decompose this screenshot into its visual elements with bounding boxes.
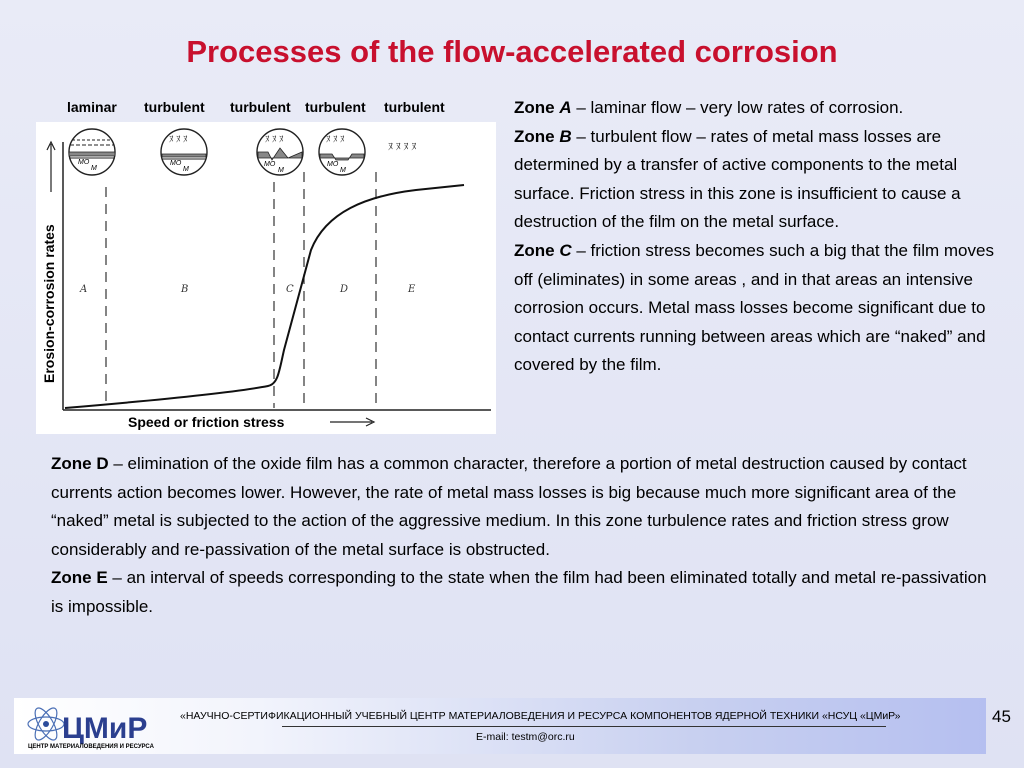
zones-de-description bbox=[51, 450, 1001, 622]
flow-labels bbox=[0, 99, 500, 119]
diagram-svg bbox=[36, 122, 496, 434]
circle-turbulent-c bbox=[257, 129, 303, 175]
slide-title: Processes of the flow-accelerated corrosion bbox=[186, 34, 838, 69]
m-label-a: M bbox=[91, 165, 97, 172]
zone-letter-d: D bbox=[340, 284, 349, 295]
zones-abc-description bbox=[514, 94, 1000, 380]
zone-letter-a: A bbox=[80, 284, 88, 295]
logo-text: ЦМиР bbox=[62, 712, 148, 745]
zone-b-paragraph: Zone B – turbulent flow – rates of metal mass losses are determined by a transfer of active components to the metal surface. Friction stress in this zone is insufficient to cause a destruction of the film on the metal surface. bbox=[514, 126, 961, 232]
zone-d-paragraph: Zone D – elimination of the oxide film has a common character, therefore a portion of metal destruction caused by contact currents action becomes lower. However, the rate of metal mass losses is big because much more significant area of the “naked” metal is subjected to the action of the aggressive medium. In this zone turbulence rates and friction stress grow considerably and re-passivation of the metal surface is obstructed. bbox=[51, 454, 967, 559]
footer-banner bbox=[14, 698, 986, 754]
flow-label-turbulent-e: turbulent bbox=[384, 99, 445, 115]
zone-e-paragraph: Zone E – an interval of speeds corresponding to the state when the film had been eliminated totally and metal re-passivation is impossible. bbox=[51, 568, 987, 616]
zone-letter-c: C bbox=[286, 284, 294, 295]
zone-a-paragraph: Zone A – laminar flow – very low rates of corrosion. bbox=[514, 98, 904, 117]
zone-dividers bbox=[106, 172, 376, 408]
y-axis-label: Erosion-corrosion rates bbox=[41, 224, 57, 383]
x-axis-label: Speed or friction stress bbox=[128, 414, 285, 430]
mo-label-c: MO bbox=[264, 161, 276, 168]
footer-divider bbox=[282, 726, 886, 727]
footer-email[interactable]: E-mail: testm@orc.ru bbox=[476, 731, 575, 743]
page-number: 45 bbox=[992, 707, 1011, 726]
zone-letter-e: E bbox=[408, 284, 416, 295]
m-label-d: M bbox=[340, 167, 346, 174]
m-label-b: M bbox=[183, 166, 189, 173]
svg-text:ﾇ ﾇ ﾇ: ﾇ ﾇ ﾇ bbox=[265, 134, 284, 144]
m-label-c: M bbox=[278, 167, 284, 174]
logo-subtitle: ЦЕНТР МАТЕРИАЛОВЕДЕНИЯ И РЕСУРСА bbox=[28, 744, 154, 750]
flow-label-laminar: laminar bbox=[67, 99, 117, 115]
corrosion-diagram bbox=[36, 122, 496, 434]
svg-text:ﾇ ﾇ ﾇ: ﾇ ﾇ ﾇ bbox=[169, 134, 188, 144]
turbulence-marks-e: ﾇ ﾇ ﾇ ﾇ bbox=[388, 142, 417, 153]
mo-label-d: MO bbox=[327, 161, 339, 168]
organization-name: «НАУЧНО-СЕРТИФИКАЦИОННЫЙ УЧЕБНЫЙ ЦЕНТР МАТЕРИАЛОВЕДЕНИЯ И РЕСУРСА КОМПОНЕНТОВ ЯДЕРНОЙ ТЕХНИКИ «НСУЦ «ЦМиР» bbox=[180, 710, 901, 722]
flow-label-turbulent-b: turbulent bbox=[144, 99, 205, 115]
circle-turbulent-b bbox=[161, 129, 207, 175]
mo-label-b: MO bbox=[170, 160, 182, 167]
flow-label-turbulent-c: turbulent bbox=[230, 99, 291, 115]
circle-laminar bbox=[69, 129, 115, 175]
zone-letter-b: B bbox=[181, 284, 189, 295]
flow-label-turbulent-d: turbulent bbox=[305, 99, 366, 115]
corrosion-rate-curve bbox=[65, 185, 464, 408]
svg-text:ﾇ ﾇ ﾇ: ﾇ ﾇ ﾇ bbox=[326, 134, 345, 144]
zone-c-paragraph: Zone C – friction stress becomes such a big that the film moves off (eliminates) in some areas , and in that areas an intensive corrosion occurs. Metal mass losses become significant due to contact currents running between areas which are “naked” and covered by the film. bbox=[514, 240, 994, 375]
circle-turbulent-d bbox=[319, 129, 365, 175]
mo-label-a: MO bbox=[78, 159, 90, 166]
